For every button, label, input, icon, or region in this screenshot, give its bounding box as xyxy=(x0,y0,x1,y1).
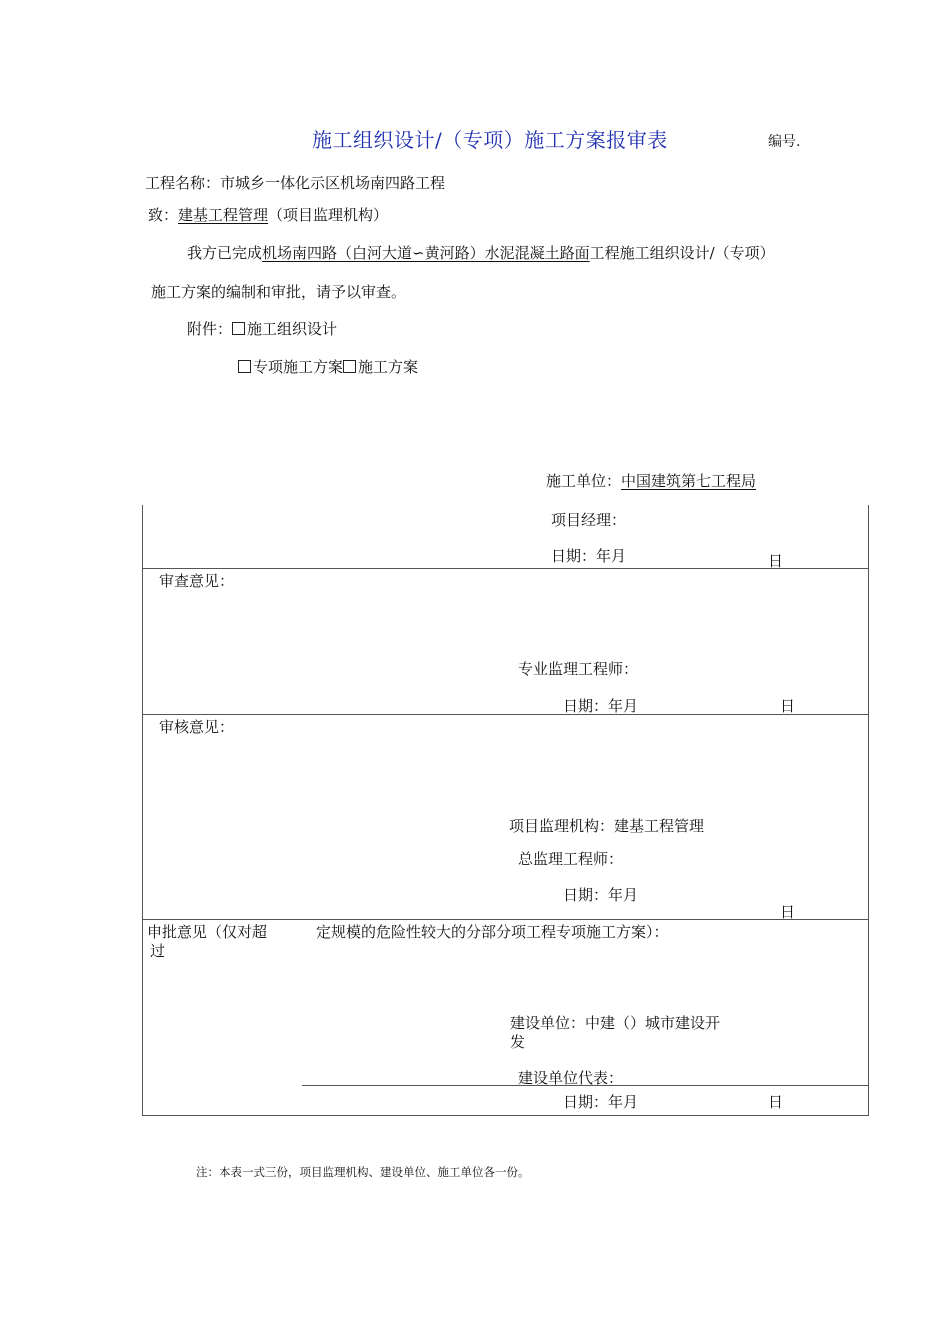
audit-date-day: 日 xyxy=(780,903,796,921)
owner-unit-line1: 建设单位：中建（）城市建设开 xyxy=(510,1014,721,1032)
supervision-org-label: 项目监理机构：建基工程管理 xyxy=(509,817,705,835)
form-title: 施工组织设计/（专项）施工方案报审表 xyxy=(312,128,668,152)
approval-label-continued: 定规模的危险性较大的分部分项工程专项施工方案）： xyxy=(316,923,669,941)
approval-date-day: 日 xyxy=(768,1093,784,1111)
serial-number-label: 编号. xyxy=(768,134,801,150)
contractor-unit-value: 中国建筑第七工程局 xyxy=(621,472,757,490)
addressee-suffix: （项目监理机构） xyxy=(268,206,389,224)
attachments-row-1 xyxy=(187,320,337,338)
audit-date-label: 日期：年月 xyxy=(563,886,639,904)
body-line-1-prefix: 我方已完成 xyxy=(187,244,263,262)
body-line-1-suffix: 工程施工组织设计/（专项） xyxy=(589,244,775,262)
approval-date-label: 日期：年月 xyxy=(563,1093,639,1111)
project-name-row xyxy=(145,174,445,192)
attachment-option-special-plan: 专项施工方案 xyxy=(253,358,344,376)
body-project-scope: 机场南四路（白河大道∽黄河路）水泥混凝土路面 xyxy=(262,244,590,262)
attachments-row-2 xyxy=(238,358,418,376)
checkbox-construction-plan[interactable] xyxy=(343,360,356,373)
addressee-prefix: 致： xyxy=(148,206,179,224)
checkbox-special-plan[interactable] xyxy=(238,360,251,373)
project-name-value: 市城乡一体化示区机场南四路工程 xyxy=(220,174,446,192)
contractor-date-label: 日期：年月 xyxy=(551,547,627,565)
project-manager-label: 项目经理： xyxy=(551,511,627,529)
contractor-unit-label: 施工单位： xyxy=(546,472,622,490)
attachment-option-construction-plan: 施工方案 xyxy=(358,358,419,376)
owner-representative-label: 建设单位代表： xyxy=(518,1069,624,1087)
audit-opinion-label: 审核意见： xyxy=(159,718,235,736)
review-date-day: 日 xyxy=(780,697,796,715)
attachment-option-construction-org-design: 施工组织设计 xyxy=(247,320,338,338)
addressee-row xyxy=(148,206,388,224)
footnote: 注：本表一式三份，项目监理机构、建设单位、施工单位各一份。 xyxy=(196,1165,530,1179)
body-line-1 xyxy=(187,244,775,262)
review-opinion-label: 审查意见： xyxy=(159,572,235,590)
table-right-border xyxy=(868,505,869,1116)
body-line-2: 施工方案的编制和审批，请予以审查。 xyxy=(151,283,407,301)
checkbox-construction-org-design[interactable] xyxy=(232,322,245,335)
approval-label-part1: 申批意见（仅对超 xyxy=(147,923,268,941)
attachments-label: 附件： xyxy=(187,320,233,338)
table-left-border xyxy=(142,505,143,1116)
contractor-date-day: 日 xyxy=(768,552,784,570)
table-divider-1 xyxy=(142,568,869,569)
project-name-label: 工程名称： xyxy=(145,174,221,192)
table-bottom-border xyxy=(142,1115,869,1116)
review-date-label: 日期：年月 xyxy=(563,697,639,715)
chief-engineer-label: 总监理工程师： xyxy=(518,850,624,868)
owner-unit-line2: 发 xyxy=(510,1033,526,1051)
table-divider-2 xyxy=(142,714,869,715)
supervisor-org-name: 建基工程管理 xyxy=(178,206,269,224)
approval-label-part2: 过 xyxy=(150,942,166,960)
contractor-unit-row xyxy=(546,472,756,490)
specialist-engineer-label: 专业监理工程师： xyxy=(518,660,639,678)
table-divider-3 xyxy=(142,919,869,920)
